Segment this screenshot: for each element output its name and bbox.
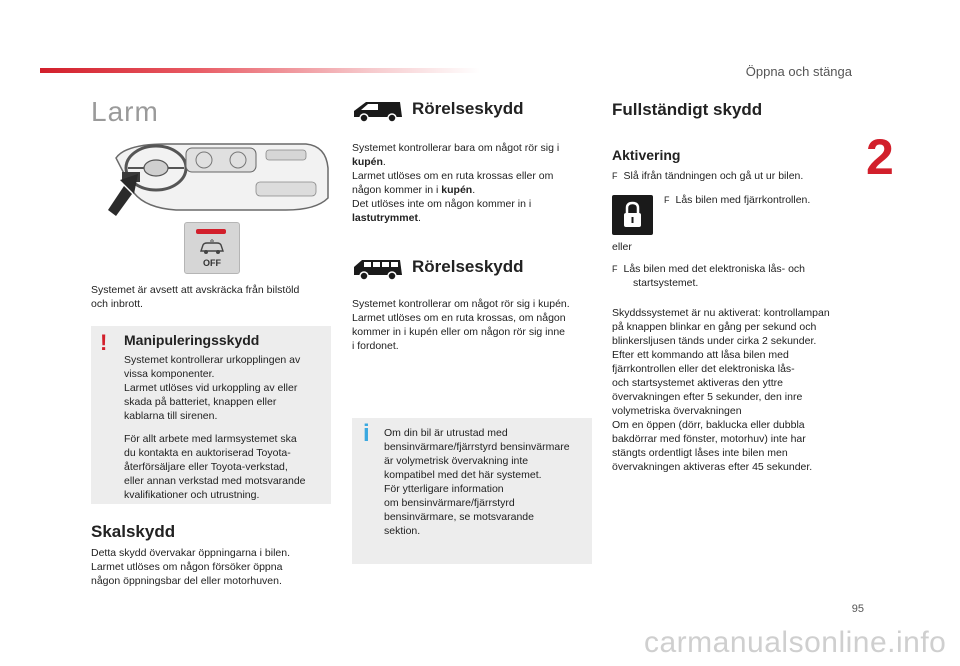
activation-heading: Aktivering [612,147,681,163]
alarm-button-panel [184,222,240,274]
bold-word: kupén [441,184,473,196]
bold-word: lastutrymmet [352,212,418,224]
tamper-para-2 [124,432,306,502]
text-line: återförsäljare eller Toyota-verkstad, [124,461,288,473]
page-number: 95 [851,603,864,615]
text-line: stängts ordentligt låses inte bilen men [612,447,788,459]
text-line: i fordonet. [352,340,399,352]
intro-line: och inbrott. [91,298,143,310]
off-label: OFF [203,258,221,268]
punct: . [417,212,421,224]
text-line: Om din bil är utrustad med [384,427,508,439]
text-line: Systemet kontrollerar om något rör sig i kupén. [352,298,570,310]
text-line: fjärrkontrollen eller det elektroniska lås- [612,363,795,375]
text-line: volymetriska övervakningen [612,405,742,417]
text-line: Larmet utlöses om en ruta krossas, om någon [352,312,566,324]
text-line: Systemet kontrollerar bara om något rör sig i [352,142,560,154]
or-label: eller [612,241,632,253]
alarm-intro [91,283,299,311]
intro-line: Systemet är avsett att avskräcka från bilstöld [91,284,300,296]
text-line: För allt arbete med larmsystemet ska [124,433,297,445]
text-line: bensinvärmare/fjärrstyrd bensinvärmare [384,441,570,453]
text-line: och startsystemet aktiveras den yttre [612,377,783,389]
text-line: blinkersljusen tänds under cirka 2 sekunder. [612,335,817,347]
text-line: sektion. [384,525,421,537]
text-line: på knappen blinkar en gång per sekund och [612,321,817,333]
text-line: du kontakta en auktoriserad Toyota- [124,447,291,459]
watermark: carmanualsonline.info [644,626,947,659]
text-line: kommer in i kupén eller om någon rör sig inne [352,326,566,338]
text-line: Larmet utlöses vid urkoppling av eller [124,382,298,394]
text-line: Skyddssystemet är nu aktiverat: kontrollampan [612,307,830,319]
text-line: bakdörrar med fönster, motorhuv) inte har [612,433,806,445]
text-line: kablarna till sirenen. [124,410,218,422]
text-line: För ytterligare information [384,483,504,495]
bullet-icon: F [664,195,670,205]
text-line: Detta skydd övervakar öppningarna i bilen. [91,547,291,559]
motion1-heading: Rörelseskydd [412,99,524,118]
text-line: är volymetrisk övervakning inte [384,455,529,467]
van-cabin-icon [352,97,404,123]
punct: . [472,184,476,196]
chapter-number: 2 [866,129,894,185]
text-line: eller annan verkstad med motsvarande [124,475,306,487]
text-line: övervakningen aktiveras efter 45 sekunder. [612,461,813,473]
tamper-warning-box [91,326,331,504]
shell-text [91,546,290,588]
bold-word: kupén [352,156,383,168]
step-text: startsystemet. [633,277,699,289]
step-text: Lås bilen med fjärrkontrollen. [675,194,811,206]
full-protection-heading: Fullständigt skydd [612,100,763,119]
text-line: Larmet utlöses om någon försöker öppna [91,561,283,573]
car-alarm-icon [198,239,226,255]
text-line: om bensinvärmare/fjärrstyrd [384,497,515,509]
text-line: kompatibel med det här systemet. [384,469,542,481]
info-icon: i [363,420,370,447]
text-line: Efter ett kommando att låsa bilen med [612,349,789,361]
bullet-icon: F [612,264,618,274]
page-title: Larm [91,96,159,127]
tamper-heading: Manipuleringsskydd [124,332,260,348]
text-line: skada på batteriet, knappen eller [124,396,277,408]
alarm-indicator-light [196,229,226,234]
info-text [384,426,570,538]
activation-step-1 [612,169,803,183]
step-text: Slå ifrån tändningen och gå ut ur bilen. [623,170,804,182]
step-text: Lås bilen med det elektroniska lås- och [623,263,806,275]
shell-heading: Skalskydd [91,522,176,541]
warning-exclamation-icon: ! [100,330,108,355]
motion1-text [352,141,559,225]
bullet-icon: F [612,171,618,181]
activation-step-2 [664,193,810,207]
text-line: kvalifikationer och utrustning. [124,489,260,501]
activation-description [612,306,830,474]
section-title: Öppna och stänga [745,64,852,79]
motion2-heading: Rörelseskydd [412,257,524,276]
header-color-bar [40,68,480,73]
text-line: Om en öppen (dörr, baklucka eller dubbla [612,419,805,431]
text-line: Systemet kontrollerar urkopplingen av [124,354,301,366]
punct: . [382,156,386,168]
tamper-para-1 [124,353,300,423]
info-box [352,418,592,564]
text-line: vissa komponenter. [124,368,215,380]
text-fragment: någon kommer in i [352,184,442,196]
text-line: övervakningen efter 5 sekunder, den inre [612,391,803,403]
lock-key-icon [612,195,653,235]
dashboard-illustration [106,138,332,218]
activation-step-3 [612,262,805,290]
minibus-icon [352,255,404,281]
text-line: Larmet utlöses om en ruta krossas eller om [352,170,554,182]
motion2-text [352,297,570,353]
text-line: bensinvärmare, se motsvarande [384,511,534,523]
text-line: någon öppningsbar del eller motorhuven. [91,575,282,587]
text-line: Det utlöses inte om någon kommer in i [352,198,532,210]
